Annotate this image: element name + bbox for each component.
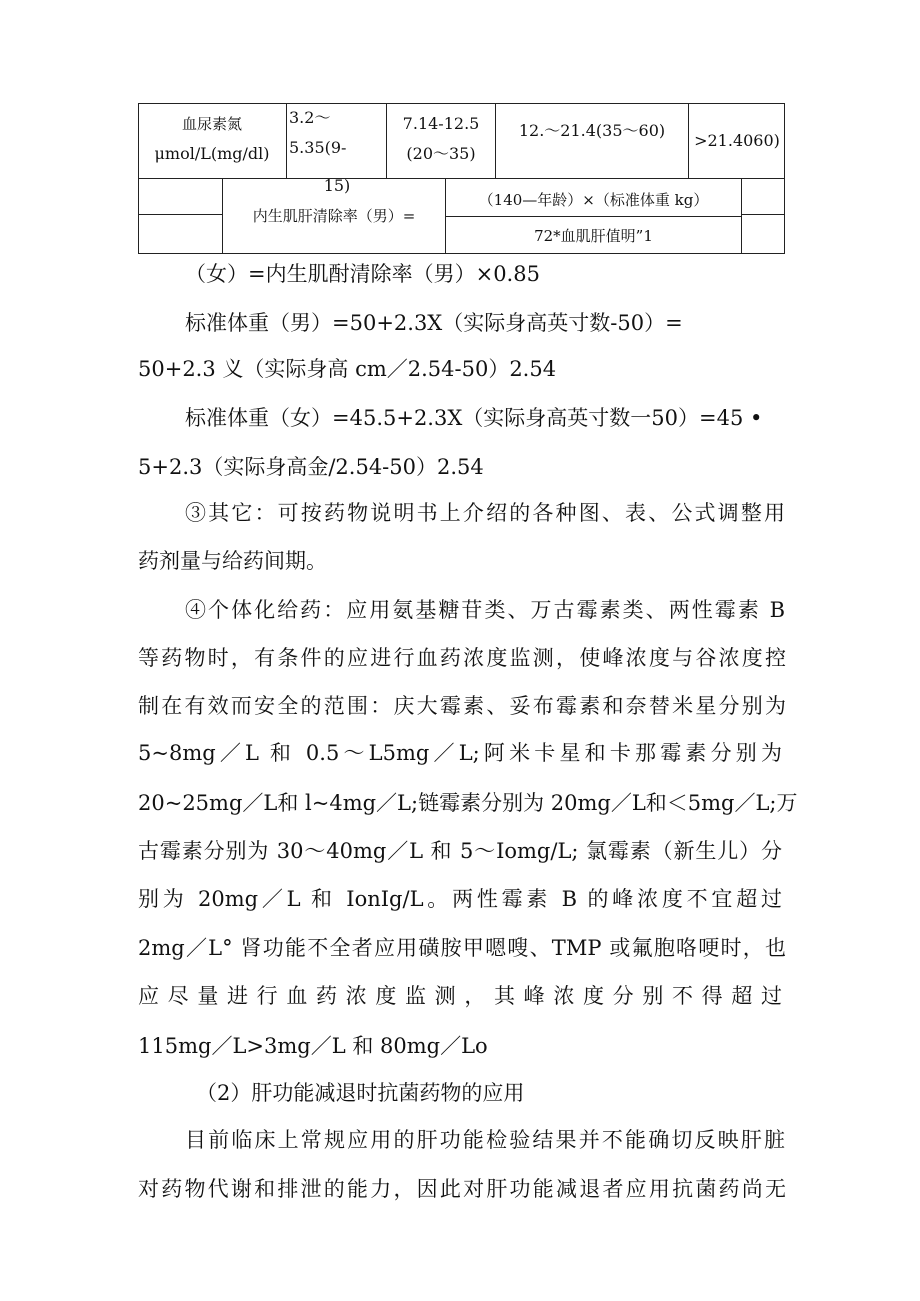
renal-dose-table xyxy=(138,103,785,254)
paragraph-individual-line8: 2mg／L° 肾功能不全者应用磺胺甲嗯嗖、TMP 或氟胞咯哽时，也 xyxy=(138,936,786,960)
bun-mild-line2: (20～35) xyxy=(406,144,476,163)
paragraph-male-weight-line1: 标准体重（男）=50+2.3X（实际身高英寸数-50）= xyxy=(185,311,683,335)
paragraph-individual-line4: 5~8mg／L 和 0.5～L5mg／L;阿米卡星和卡那霉素分别为 xyxy=(138,741,782,765)
bun-mild-cell xyxy=(387,109,495,169)
paragraph-individual-line5: 20~25mg／L和 l~4mg／L;链霉素分别为 20mg／L和＜5mg／L;万 xyxy=(138,791,798,815)
bun-label-cell xyxy=(138,109,286,169)
paragraph-individual-line10: 115mg／L>3mg／L 和 80mg／Lo xyxy=(138,1034,488,1058)
paragraph-liver-line2: 对药物代谢和排泄的能力，因此对肝功能减退者应用抗菌药尚无 xyxy=(138,1177,786,1201)
bun-unit: μmol/L(mg/dl) xyxy=(154,144,270,163)
bun-normal-line2: 15) xyxy=(323,176,351,195)
bun-moderate-cell xyxy=(496,116,688,146)
paragraph-individual-line6: 古霉素分别为 30～40mg／L 和 5～Iomg/L; 氯霉素（新生儿）分 xyxy=(138,839,782,863)
bun-moderate-value: 12.～21.4(35～60) xyxy=(518,121,666,140)
paragraph-male-weight-line2: 50+2.3 义（实际身高 cm／2.54-50）2.54 xyxy=(138,357,557,381)
bun-severe-value: >21.4060) xyxy=(694,131,780,150)
bun-normal-line1: 3.2～5.35(9- xyxy=(289,108,347,157)
paragraph-individual-line3: 制在有效而安全的范围：庆大霉素、妥布霉素和奈替米星分别为 xyxy=(138,694,786,718)
paragraph-liver-line1: 目前临床上常规应用的肝功能检验结果并不能确切反映肝脏 xyxy=(185,1128,785,1152)
bun-normal-cell xyxy=(287,103,387,201)
paragraph-individual-line9: 应尽量进行血药浓度监测，其峰浓度分别不得超过 xyxy=(138,984,782,1008)
paragraph-other-line2: 药剂量与给药间期。 xyxy=(138,549,327,573)
paragraph-female-weight-line2: 5+2.3（实际身高金/2.54-50）2.54 xyxy=(138,455,484,479)
paragraph-female-ccr: （女）=内生肌酎清除率（男）×0.85 xyxy=(185,262,540,286)
section-heading-liver: （2）肝功能减退时抗菌药物的应用 xyxy=(196,1081,525,1105)
ccr-denominator: 72*血肌肝值明”1 xyxy=(534,227,653,245)
bun-label: 血尿素氮 xyxy=(181,115,242,133)
ccr-label: 内生肌肝清除率（男）= xyxy=(252,207,416,225)
ccr-denominator-cell xyxy=(446,221,741,251)
paragraph-female-weight-line1: 标准体重（女）=45.5+2.3X（实际身高英寸数一50）=45 • xyxy=(185,406,763,430)
paragraph-other-line1: ③其它：可按药物说明书上介绍的各种图、表、公式调整用 xyxy=(185,501,785,525)
paragraph-individual-line7: 别为 20mg／L 和 IonIg/L。两性霉素 B 的峰浓度不宜超过 xyxy=(138,887,782,911)
paragraph-individual-line2: 等药物时，有条件的应进行血药浓度监测，使峰浓度与谷浓度控 xyxy=(138,646,786,670)
bun-severe-cell xyxy=(689,126,785,156)
paragraph-individual-line1: ④个体化给药：应用氨基糖苷类、万古霉素类、两性霉素 B xyxy=(185,598,785,622)
ccr-numerator: （140—年龄）×（标准体重 kg） xyxy=(478,191,709,209)
ccr-label-cell xyxy=(223,201,445,231)
ccr-numerator-cell xyxy=(446,185,741,215)
bun-mild-line1: 7.14-12.5 xyxy=(402,114,480,133)
